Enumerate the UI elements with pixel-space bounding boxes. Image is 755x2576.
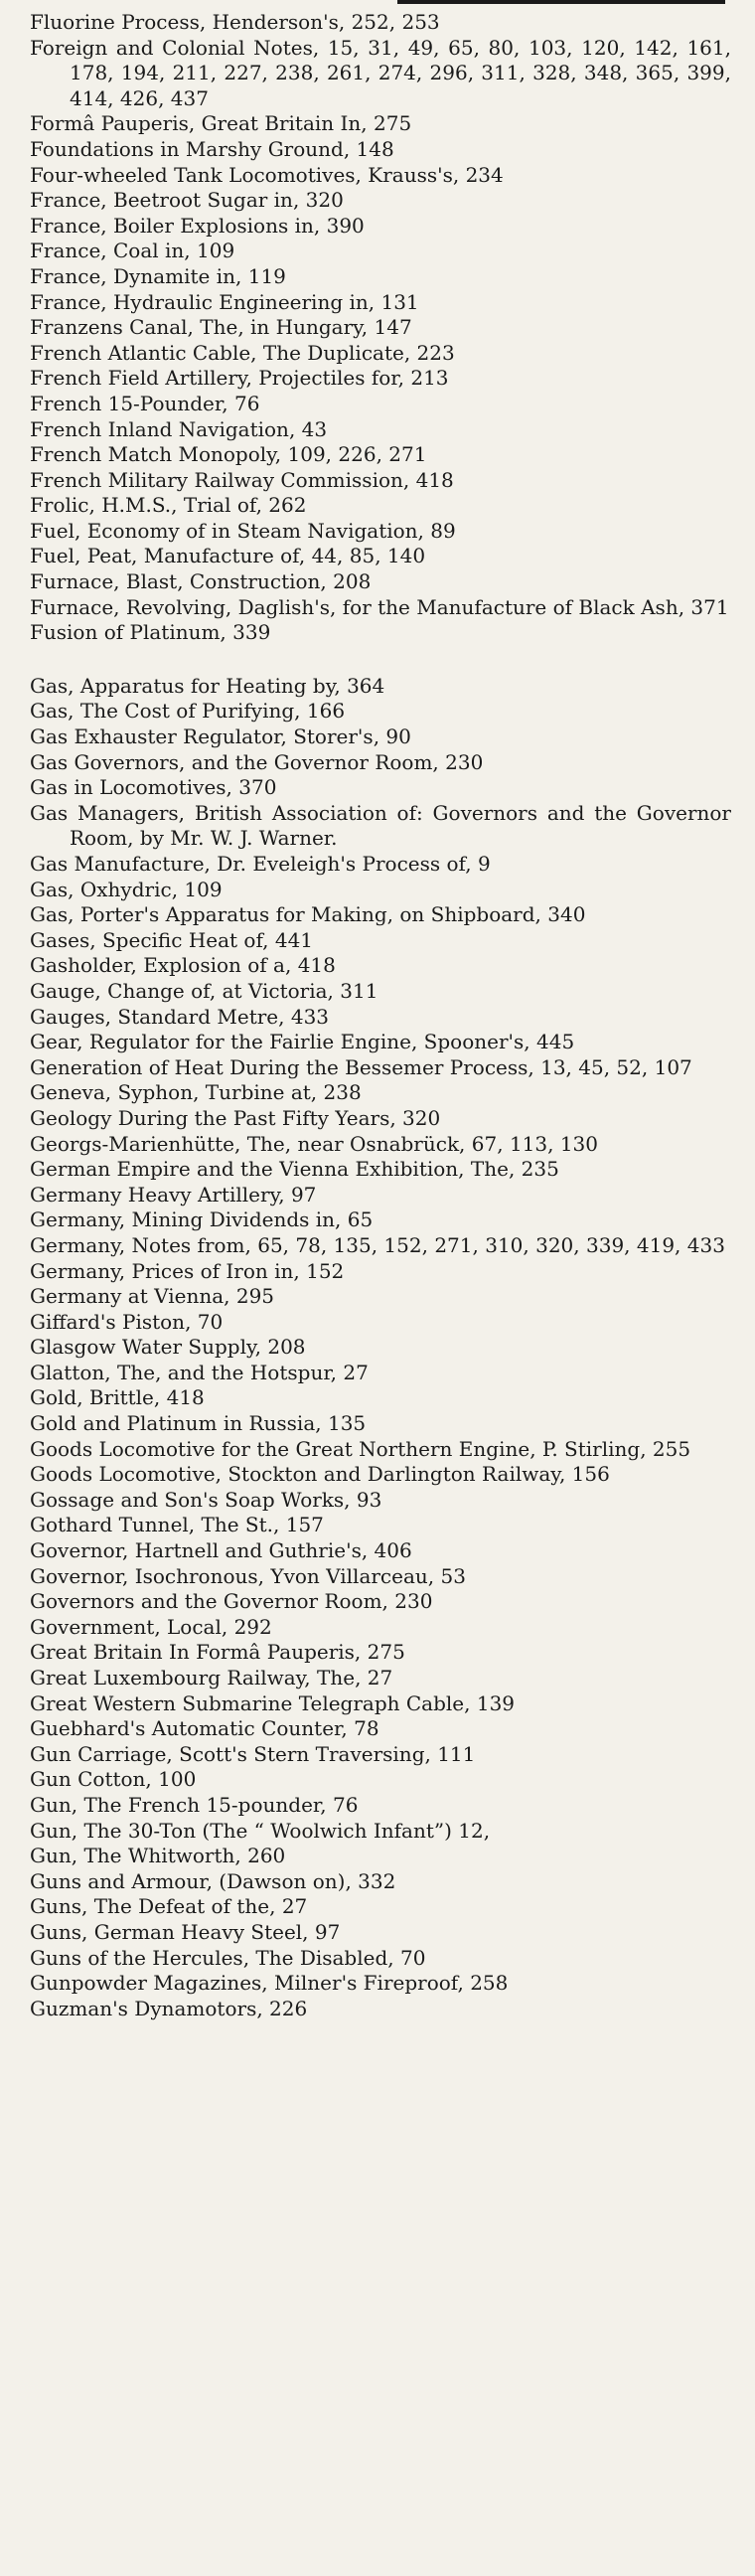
index-entry: Geology During the Past Fifty Years, 320 (30, 1105, 441, 1130)
index-entry: Fuel, Economy of in Steam Navigation, 89 (30, 518, 456, 543)
index-entry: Georgs-Marienhütte, The, near Osnabrück, 67, 113, 130 (30, 1131, 599, 1156)
index-entry: France, Boiler Explosions in, 390 (30, 213, 365, 238)
index-section-f (30, 10, 731, 646)
index-entry: Gauge, Change of, at Victoria, 311 (30, 978, 378, 1003)
index-entry: Gas Manufacture, Dr. Eveleigh's Process of, 9 (30, 852, 491, 876)
index-entry: Gothard Tunnel, The St., 157 (30, 1513, 324, 1537)
index-entry: Governors and the Governor Room, 230 (30, 1589, 433, 1614)
index-entry: Gas in Locomotives, 370 (30, 775, 277, 800)
index-entry: Gas, Oxhydric, 109 (30, 877, 223, 901)
index-entry: French Match Monopoly, 109, 226, 271 (30, 442, 427, 467)
index-entry: Gas Managers, British Association of: Governors and the Governor Room, by Mr. W. J. Warner. (30, 800, 731, 851)
index-entry: Guns, The Defeat of the, 27 (30, 1894, 308, 1919)
index-entry: Gas, Porter's Apparatus for Making, on Shipboard, 340 (30, 902, 586, 927)
index-entry: Franzens Canal, The, in Hungary, 147 (30, 315, 412, 340)
index-entry: Fuel, Peat, Manufacture of, 44, 85, 140 (30, 544, 426, 568)
index-entry: Gunpowder Magazines, Milner's Fireproof, 258 (30, 1971, 509, 1996)
index-entry: Goods Locomotive for the Great Northern Engine, P. Stirling, 255 (30, 1436, 691, 1461)
index-entry: Geneva, Syphon, Turbine at, 238 (30, 1080, 362, 1105)
index-entry: France, Beetroot Sugar in, 320 (30, 188, 344, 213)
index-entry: Government, Local, 292 (30, 1614, 272, 1639)
index-entry: Goods Locomotive, Stockton and Darlington Railway, 156 (30, 1462, 610, 1487)
index-entry: Foundations in Marshy Ground, 148 (30, 136, 394, 161)
index-entry: Formâ Pauperis, Great Britain In, 275 (30, 111, 412, 136)
index-entry: Guebhard's Automatic Counter, 78 (30, 1716, 379, 1741)
index-entry: Governor, Isochronous, Yvon Villarceau, 53 (30, 1563, 466, 1588)
index-entry: Frolic, H.M.S., Trial of, 262 (30, 493, 307, 518)
index-entry: Gas, The Cost of Purifying, 166 (30, 699, 346, 724)
index-entry: Germany at Vienna, 295 (30, 1284, 275, 1309)
index-entry: Foreign and Colonial Notes, 15, 31, 49, 65, 80, 103, 120, 142, 161, 178, 194, 211, 227, 238, 261, 274, 296, 311, 328, 348, 365, 399, 414, 426, 437 (30, 35, 731, 110)
index-entry: Gas Governors, and the Governor Room, 230 (30, 749, 484, 774)
index-entry: Gold, Brittle, 418 (30, 1385, 205, 1410)
index-entry: France, Hydraulic Engineering in, 131 (30, 289, 419, 314)
index-entry: Furnace, Blast, Construction, 208 (30, 569, 372, 594)
index-entry: Gas Exhauster Regulator, Storer's, 90 (30, 724, 411, 749)
index-entry: Fluorine Process, Henderson's, 252, 253 (30, 10, 440, 34)
index-entry: Great Britain In Formâ Pauperis, 275 (30, 1640, 405, 1665)
index-entry: Gear, Regulator for the Fairlie Engine, Spooner's, 445 (30, 1030, 575, 1054)
index-entry: Four-wheeled Tank Locomotives, Krauss's, 234 (30, 162, 504, 187)
index-entry: Guns of the Hercules, The Disabled, 70 (30, 1945, 426, 1970)
index-entry: Germany Heavy Artillery, 97 (30, 1182, 317, 1207)
index-entry: Gun, The Whitworth, 260 (30, 1844, 286, 1868)
index-entry: Glatton, The, and the Hotspur, 27 (30, 1360, 369, 1384)
index-entry: Gas, Apparatus for Heating by, 364 (30, 673, 385, 698)
index-entry: Germany, Prices of Iron in, 152 (30, 1258, 345, 1283)
index-entry: Guzman's Dynamotors, 226 (30, 1996, 308, 2020)
index-entry: Gauges, Standard Metre, 433 (30, 1004, 330, 1029)
index-entry: French Inland Navigation, 43 (30, 416, 328, 441)
index-entry: Great Western Submarine Telegraph Cable, 139 (30, 1690, 516, 1715)
index-entry: Governor, Hartnell and Guthrie's, 406 (30, 1538, 412, 1563)
index-entry: Gases, Specific Heat of, 441 (30, 927, 314, 952)
index-entry: France, Coal in, 109 (30, 239, 235, 263)
index-entry: Germany, Notes from, 65, 78, 135, 152, 271, 310, 320, 339, 419, 433 (30, 1232, 725, 1257)
index-entry: Gun Cotton, 100 (30, 1767, 197, 1792)
index-entry: Glasgow Water Supply, 208 (30, 1335, 306, 1360)
index-entry: Germany, Mining Dividends in, 65 (30, 1208, 374, 1232)
index-entry: Giffard's Piston, 70 (30, 1309, 224, 1334)
index-entry: Guns and Armour, (Dawson on), 332 (30, 1868, 396, 1893)
index-entry: Gun, The 30-Ton (The “ Woolwich Infant”) 12, (30, 1818, 491, 1843)
section-gap (30, 646, 731, 674)
index-entry: Furnace, Revolving, Daglish's, for the Manufacture of Black Ash, 371 (30, 594, 729, 619)
index-entry: Great Luxembourg Railway, The, 27 (30, 1666, 393, 1690)
index-entry: Gold and Platinum in Russia, 135 (30, 1411, 367, 1436)
index-entry: Gasholder, Explosion of a, 418 (30, 953, 336, 978)
index-entry: Gossage and Son's Soap Works, 93 (30, 1487, 382, 1512)
index-entry: French Military Railway Commission, 418 (30, 467, 454, 492)
index-entry: French Atlantic Cable, The Duplicate, 223 (30, 340, 455, 365)
index-entry: German Empire and the Vienna Exhibition, The, 235 (30, 1157, 559, 1182)
index-entry: Fusion of Platinum, 339 (30, 620, 271, 645)
index-section-g (30, 674, 731, 2021)
index-entry: France, Dynamite in, 119 (30, 263, 286, 288)
index-entry: Gun Carriage, Scott's Stern Traversing, 111 (30, 1741, 476, 1766)
index-entry: French 15-Pounder, 76 (30, 391, 260, 415)
index-entry: Gun, The French 15-pounder, 76 (30, 1792, 359, 1817)
index-entry: French Field Artillery, Projectiles for, 213 (30, 366, 449, 391)
header-rule (397, 0, 725, 4)
index-entry: Generation of Heat During the Bessemer Process, 13, 45, 52, 107 (30, 1054, 692, 1079)
index-entry: Guns, German Heavy Steel, 97 (30, 1919, 341, 1944)
